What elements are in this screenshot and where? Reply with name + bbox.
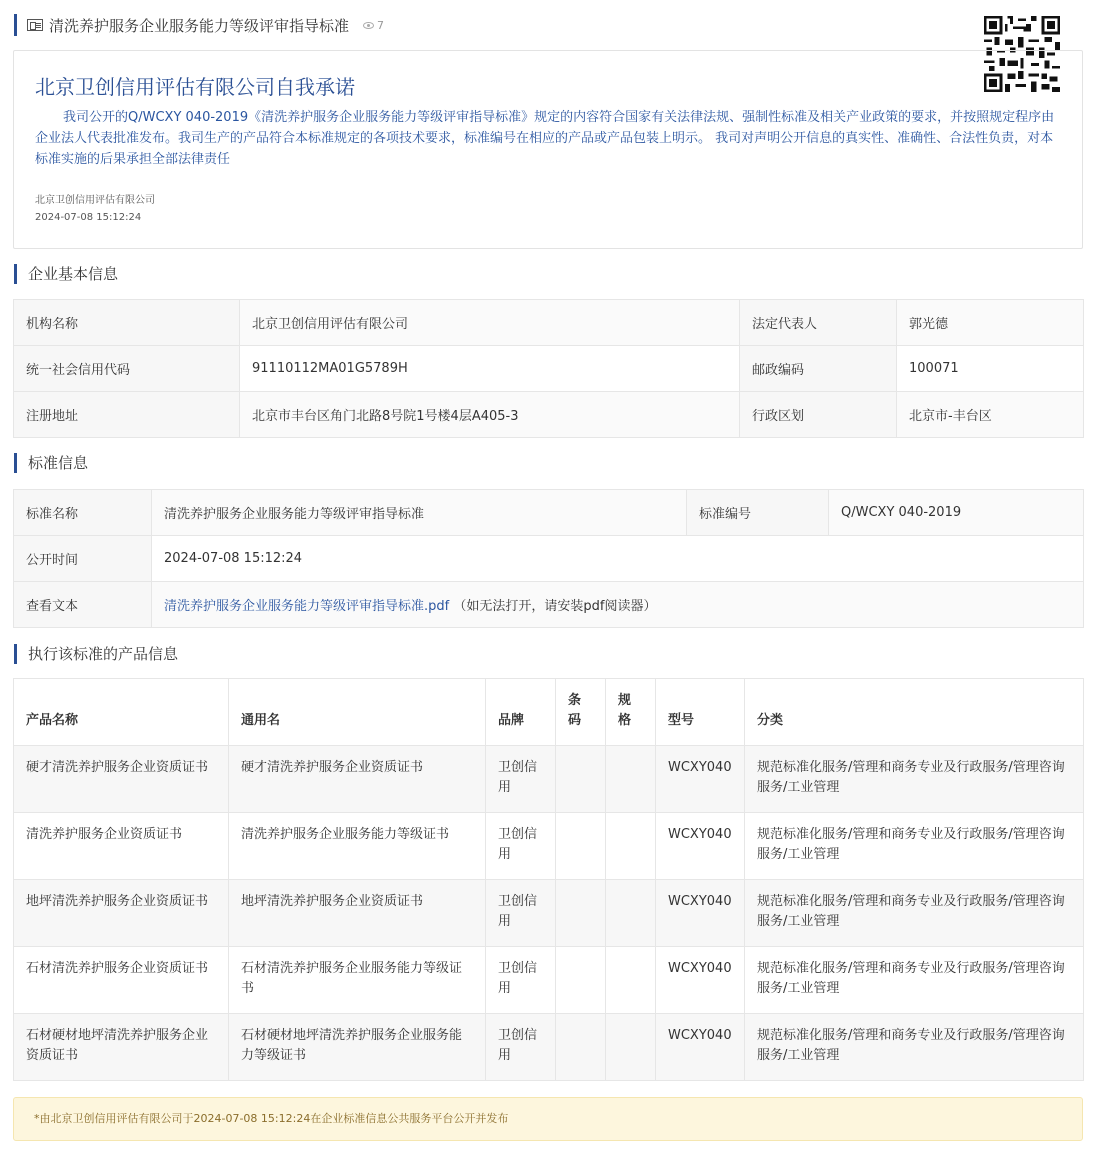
postal-code-label: 邮政编码 <box>740 346 897 392</box>
company-name-label: 机构名称 <box>14 300 240 346</box>
eye-icon <box>363 22 374 29</box>
table-row <box>14 582 1084 628</box>
table-row <box>14 813 1084 880</box>
col-header-spec: 规格 <box>606 679 656 746</box>
model: WCXY040 <box>656 947 745 1014</box>
promise-company: 北京卫创信用评估有限公司 <box>35 195 155 206</box>
view-text-cell <box>152 582 1084 628</box>
category: 规范标准化服务/管理和商务专业及行政服务/管理咨询服务/工业管理 <box>745 1014 1084 1081</box>
col-header-product-name: 产品名称 <box>14 679 229 746</box>
address-label: 注册地址 <box>14 392 240 438</box>
pdf-link[interactable]: 清洗养护服务企业服务能力等级评审指导标准.pdf <box>164 599 450 614</box>
category: 规范标准化服务/管理和商务专业及行政服务/管理咨询服务/工业管理 <box>745 947 1084 1014</box>
company-name-value: 北京卫创信用评估有限公司 <box>240 300 740 346</box>
category: 规范标准化服务/管理和商务专业及行政服务/管理咨询服务/工业管理 <box>745 813 1084 880</box>
spec <box>606 947 656 1014</box>
section-title-company: 企业基本信息 <box>14 264 118 284</box>
promise-body: 我司公开的Q/WCXY 040-2019《清洗养护服务企业服务能力等级评审指导标准》规定的内容符合国家有关法律法规、强制性标准及相关产业政策的要求，并按照规定程序由企业法人代表批准发布。我司生产的产品符合本标准规定的各项技术要求，标准编号在相应的产品或产品包装上明示。 我司对声明公开信息的真实性、准确性、合法性负责，对本标准实施的后果承担全部法律责任 <box>35 110 1055 167</box>
product-name: 硬才清洗养护服务企业资质证书 <box>14 746 229 813</box>
model: WCXY040 <box>656 813 745 880</box>
standard-name-value: 清洗养护服务企业服务能力等级评审指导标准 <box>152 490 687 536</box>
barcode <box>556 1014 606 1081</box>
promise-title: 北京卫创信用评估有限公司自我承诺 <box>35 75 355 99</box>
products-table <box>13 678 1084 1081</box>
section-title-standard: 标准信息 <box>14 453 88 473</box>
company-info-table <box>13 299 1084 438</box>
pdf-hint: （如无法打开，请安装pdf阅读器） <box>453 599 657 614</box>
col-header-model: 型号 <box>656 679 745 746</box>
barcode <box>556 746 606 813</box>
standard-code-label: 标准编号 <box>687 490 829 536</box>
common-name: 石材硬材地坪清洗养护服务企业服务能力等级证书 <box>229 1014 486 1081</box>
model: WCXY040 <box>656 880 745 947</box>
table-row <box>14 300 1084 346</box>
barcode <box>556 947 606 1014</box>
table-row <box>14 346 1084 392</box>
table-header-row <box>14 679 1084 746</box>
document-icon <box>27 19 43 31</box>
address-value: 北京市丰台区角门北路8号院1号楼4层A405-3 <box>240 392 740 438</box>
brand: 卫创信用 <box>486 813 556 880</box>
model: WCXY040 <box>656 746 745 813</box>
page-header <box>14 14 384 36</box>
promise-date: 2024-07-08 15:12:24 <box>35 212 142 223</box>
spec <box>606 880 656 947</box>
product-name: 石材清洗养护服务企业资质证书 <box>14 947 229 1014</box>
product-name: 清洗养护服务企业资质证书 <box>14 813 229 880</box>
category: 规范标准化服务/管理和商务专业及行政服务/管理咨询服务/工业管理 <box>745 880 1084 947</box>
view-count-value: 7 <box>377 18 385 32</box>
common-name: 石材清洗养护服务企业服务能力等级证书 <box>229 947 486 1014</box>
credit-code-label: 统一社会信用代码 <box>14 346 240 392</box>
region-value: 北京市-丰台区 <box>897 392 1084 438</box>
table-row <box>14 490 1084 536</box>
spec <box>606 1014 656 1081</box>
brand: 卫创信用 <box>486 746 556 813</box>
publish-time-label: 公开时间 <box>14 536 152 582</box>
credit-code-value: 91110112MA01G5789H <box>240 346 740 392</box>
self-promise-card <box>13 50 1083 249</box>
barcode <box>556 813 606 880</box>
page-title: 清洗养护服务企业服务能力等级评审指导标准 <box>49 16 350 35</box>
table-row <box>14 536 1084 582</box>
brand: 卫创信用 <box>486 1014 556 1081</box>
col-header-common-name: 通用名 <box>229 679 486 746</box>
postal-code-value: 100071 <box>897 346 1084 392</box>
table-row <box>14 1014 1084 1081</box>
standard-code-value: Q/WCXY 040-2019 <box>829 490 1084 536</box>
col-header-category: 分类 <box>745 679 1084 746</box>
common-name: 硬才清洗养护服务企业资质证书 <box>229 746 486 813</box>
brand: 卫创信用 <box>486 880 556 947</box>
standard-info-table <box>13 489 1084 628</box>
section-title-products: 执行该标准的产品信息 <box>14 644 178 664</box>
table-row <box>14 880 1084 947</box>
standard-name-label: 标准名称 <box>14 490 152 536</box>
table-row <box>14 392 1084 438</box>
legal-rep-value: 郭光德 <box>897 300 1084 346</box>
publish-time-value: 2024-07-08 15:12:24 <box>152 536 1084 582</box>
publish-note: *由北京卫创信用评估有限公司于2024-07-08 15:12:24在企业标准信息公共服务平台公开并发布 <box>13 1097 1083 1141</box>
spec <box>606 746 656 813</box>
brand: 卫创信用 <box>486 947 556 1014</box>
barcode <box>556 880 606 947</box>
category: 规范标准化服务/管理和商务专业及行政服务/管理咨询服务/工业管理 <box>745 746 1084 813</box>
product-name: 石材硬材地坪清洗养护服务企业资质证书 <box>14 1014 229 1081</box>
model: WCXY040 <box>656 1014 745 1081</box>
table-row <box>14 947 1084 1014</box>
view-text-label: 查看文本 <box>14 582 152 628</box>
view-count <box>363 19 384 32</box>
col-header-barcode: 条码 <box>556 679 606 746</box>
table-row <box>14 746 1084 813</box>
region-label: 行政区划 <box>740 392 897 438</box>
common-name: 地坪清洗养护服务企业资质证书 <box>229 880 486 947</box>
col-header-brand: 品牌 <box>486 679 556 746</box>
product-name: 地坪清洗养护服务企业资质证书 <box>14 880 229 947</box>
spec <box>606 813 656 880</box>
common-name: 清洗养护服务企业服务能力等级证书 <box>229 813 486 880</box>
legal-rep-label: 法定代表人 <box>740 300 897 346</box>
